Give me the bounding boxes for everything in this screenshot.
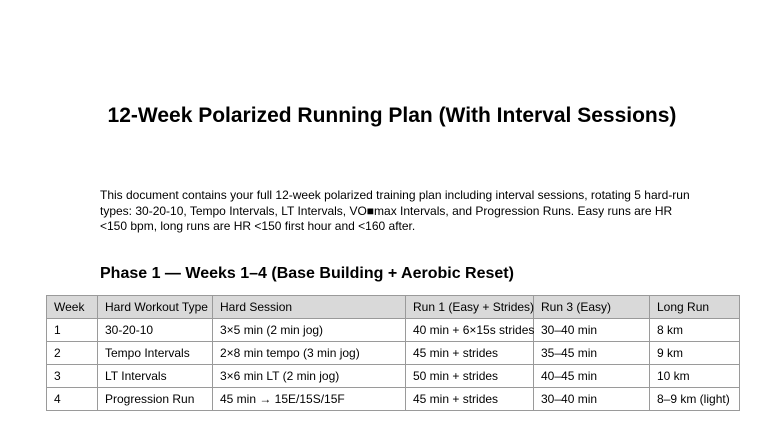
table-cell: Progression Run <box>98 388 213 411</box>
table-cell: 3×5 min (2 min jog) <box>213 319 406 342</box>
table-row <box>47 388 740 411</box>
table-cell: 3 <box>47 365 98 388</box>
table-row <box>47 365 740 388</box>
table-cell: 45 min + strides <box>406 388 534 411</box>
table-row <box>47 342 740 365</box>
column-header-hard-workout-type: Hard Workout Type <box>98 296 213 319</box>
table-cell: 9 km <box>650 342 740 365</box>
table-cell: 10 km <box>650 365 740 388</box>
table-cell: 2 <box>47 342 98 365</box>
column-header-week: Week <box>47 296 98 319</box>
table-cell: 30–40 min <box>534 388 650 411</box>
table-cell: 3×6 min LT (2 min jog) <box>213 365 406 388</box>
column-header-run-3: Run 3 (Easy) <box>534 296 650 319</box>
table-header-row <box>47 296 740 319</box>
column-header-long-run: Long Run <box>650 296 740 319</box>
table-cell: 50 min + strides <box>406 365 534 388</box>
intro-paragraph: This document contains your full 12-week polarized training plan including interval sessions, rotating 5 hard-run types: 30-20-10, Tempo Intervals, LT Intervals, VO■max Intervals, and Progression Runs. Easy runs are HR <150 bpm, long runs are HR <150 first hour and <160 after. <box>100 188 690 233</box>
column-header-hard-session: Hard Session <box>213 296 406 319</box>
phase-heading: Phase 1 — Weeks 1–4 (Base Building + Aerobic Reset) <box>100 265 514 282</box>
column-header-run-1: Run 1 (Easy + Strides) <box>406 296 534 319</box>
table-cell: 45 min → 15E/15S/15F <box>213 388 406 411</box>
table-row <box>47 319 740 342</box>
table-cell: 8 km <box>650 319 740 342</box>
table-cell: 40 min + 6×15s strides <box>406 319 534 342</box>
table-cell: 45 min + strides <box>406 342 534 365</box>
table-cell: 2×8 min tempo (3 min jog) <box>213 342 406 365</box>
training-plan-table <box>46 295 740 411</box>
table-cell: 30-20-10 <box>98 319 213 342</box>
table-cell: 1 <box>47 319 98 342</box>
table-cell: 4 <box>47 388 98 411</box>
table-cell: 8–9 km (light) <box>650 388 740 411</box>
table-cell: LT Intervals <box>98 365 213 388</box>
table-cell: Tempo Intervals <box>98 342 213 365</box>
document-title: 12-Week Polarized Running Plan (With Interval Sessions) <box>107 104 677 127</box>
table-cell: 35–45 min <box>534 342 650 365</box>
table-cell: 30–40 min <box>534 319 650 342</box>
table-cell: 40–45 min <box>534 365 650 388</box>
